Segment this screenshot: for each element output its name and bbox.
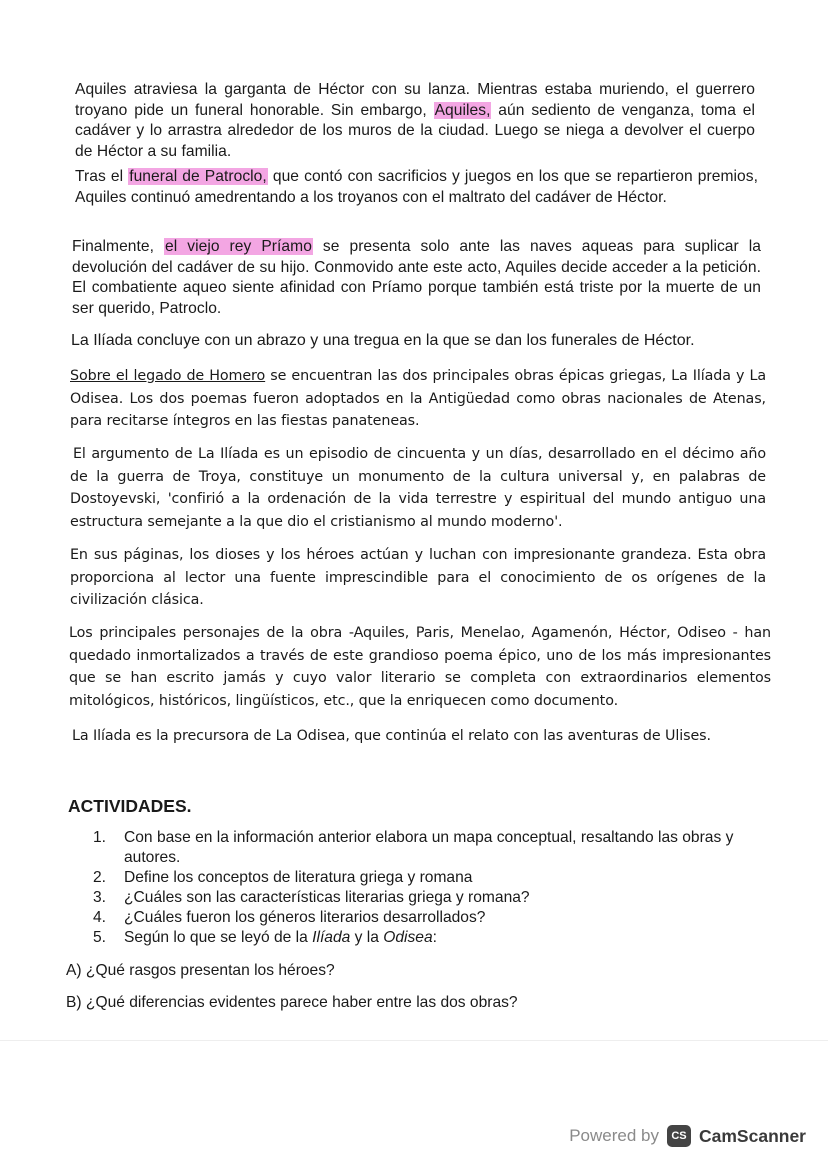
paragraph-text: que contó con sacrificios y juegos en los que se repartieron premios, Aquiles continuó amedrentando a los troyanos con el maltrato del cadáver de Héctor. — [75, 168, 758, 206]
camscanner-watermark — [569, 1125, 806, 1147]
scan-edge-line — [0, 1040, 828, 1041]
paragraph-dioses-heroes: En sus páginas, los dioses y los héroes actúan y luchan con impresionante grandeza. Esta obra proporciona al lector una fuente imprescindible para el conocimiento de os orígenes de la civilización clásica. — [70, 547, 766, 609]
activity-number: 2. — [93, 869, 107, 886]
activity-text: Con base en la información anterior elabora un mapa conceptual, resaltando las obras y autores. — [124, 829, 734, 866]
paragraph-text: se presenta solo ante las naves aqueas para suplicar la devolución del cadáver de su hijo. Conmovido ante este acto, Aquiles decide acceder a la petición. El combatiente aqueo siente afinidad con Príamo porque también está triste por la muerte de un ser querido, Patroclo. — [72, 238, 762, 317]
highlight-funeral-patroclo: funeral de Patroclo, — [129, 168, 267, 185]
question-a: A) ¿Qué rasgos presentan los héroes? — [66, 962, 335, 979]
paragraph-precursora-odisea: La Ilíada es la precursora de La Odisea, que continúa el relato con las aventuras de Ulises. — [72, 728, 711, 744]
activity-item — [93, 928, 773, 948]
title-iliada: Ilíada — [312, 929, 351, 946]
paragraph-text: Tras el — [75, 168, 129, 185]
activity-number: 3. — [93, 889, 107, 906]
paragraph-text: se encuentran las dos principales obras épicas griegas, La Ilíada y La Odisea. Los dos poemas fueron adoptados en la Antigüedad como obras nacionales de Atenas, para recitarse íntegros en las fiestas panateneas. — [70, 368, 766, 430]
paragraph-text: Aquiles atraviesa la garganta de Héctor con su lanza. Mientras estaba muriendo, el guerrero troyano pide un funeral honorable. Sin embargo, — [75, 81, 755, 119]
activity-item — [93, 868, 773, 888]
activities-heading: ACTIVIDADES. — [68, 796, 192, 816]
paragraph-hector-death — [75, 80, 755, 162]
camscanner-brand: CamScanner — [699, 1125, 806, 1146]
paragraph-iliada-conclusion: La Ilíada concluye con un abrazo y una tregua en la que se dan los funerales de Héctor. — [71, 332, 695, 349]
title-odisea: Odisea — [383, 929, 433, 946]
question-b: B) ¿Qué diferencias evidentes parece haber entre las dos obras? — [66, 994, 518, 1011]
activity-item — [93, 908, 773, 928]
legado-homero-underlined: Sobre el legado de Homero — [70, 368, 266, 384]
activity-text: Define los conceptos de literatura griega y romana — [124, 869, 473, 886]
activity-item — [93, 828, 773, 868]
activity-text: ¿Cuáles son las características literarias griega y romana? — [124, 889, 530, 906]
activity-number: 5. — [93, 929, 107, 946]
paragraph-legado-homero — [70, 365, 766, 433]
activity-item — [93, 888, 773, 908]
activity-text: : — [432, 929, 437, 946]
activity-number: 4. — [93, 909, 107, 926]
highlight-aquiles: Aquiles, — [434, 101, 491, 119]
paragraph-priamo — [72, 237, 761, 319]
activity-text: y la — [350, 929, 384, 946]
highlight-rey-priamo: el viejo rey Príamo — [165, 238, 312, 255]
activity-number: 1. — [93, 829, 107, 846]
powered-by-text: Powered by — [569, 1126, 659, 1145]
activity-text: Según lo que se leyó de la — [124, 929, 313, 946]
paragraph-text: Finalmente, — [72, 238, 165, 255]
paragraph-text: aún sediento de venganza, toma el cadáver y lo arrastra alrededor de los muros de la ciudad. Luego se niega a devolver el cuerpo de Héctor a su familia. — [75, 101, 756, 160]
camscanner-logo-icon: CS — [667, 1125, 691, 1147]
activities-list — [93, 828, 773, 948]
paragraph-patroclo-funeral — [75, 167, 758, 208]
activity-text: ¿Cuáles fueron los géneros literarios desarrollados? — [124, 909, 486, 926]
paragraph-personajes: Los principales personajes de la obra -Aquiles, Paris, Menelao, Agamenón, Héctor, Odiseo - han quedado inmortalizados a través de este grandioso poema épico, uno de los más impresionantes que se han escrito jamás y cuyo valor literario se completa con extraordinarios elementos mitológicos, históricos, lingüísticos, etc., que la enriquecen como documento. — [69, 625, 771, 709]
paragraph-argumento-iliada: El argumento de La Ilíada es un episodio de cincuenta y un días, desarrollado en el décimo año de la guerra de Troya, constituye un monumento de la cultura universal y, en palabras de Dostoyevski, 'confirió a la ordenación de la vida terrestre y espiritual del mundo antiguo una estructura semejante a la que dio el cristianismo al mundo moderno'. — [70, 446, 766, 530]
